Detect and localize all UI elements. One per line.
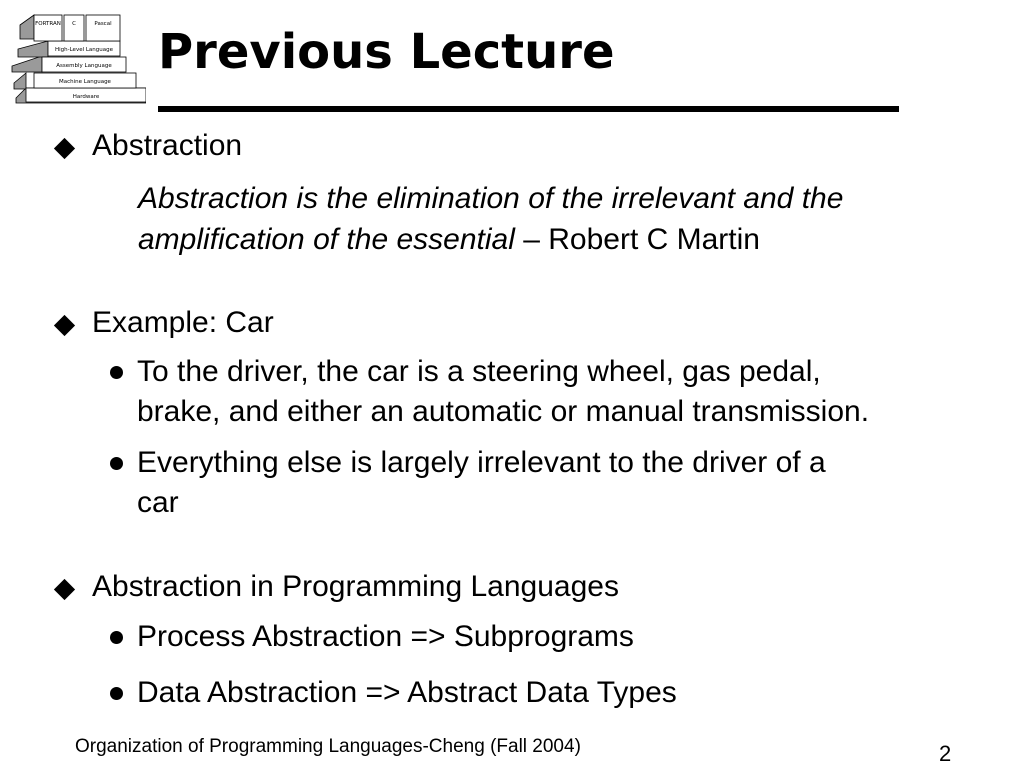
page-number: 2 (939, 741, 952, 766)
fortran-label: FORTRAN (35, 21, 61, 27)
subbullet-data-abstraction: Data Abstraction => Abstract Data Types (137, 676, 677, 709)
machine-language-label: Machine Language (59, 79, 111, 85)
c-box (64, 15, 84, 41)
abstraction-quote (138, 178, 843, 260)
subbullet-line: car (137, 486, 179, 519)
pascal-label: Pascal (94, 21, 112, 27)
assembly-language-label: Assembly Language (56, 63, 112, 69)
machine-layer-side (14, 73, 26, 89)
quote-line2: amplification of the essential (138, 223, 515, 256)
slide-title: Previous Lecture (158, 24, 615, 80)
quote-attribution: – Robert C Martin (514, 223, 760, 256)
diamond-bullet-icon (54, 579, 75, 600)
high-level-language-label: High-Level Language (54, 47, 114, 53)
round-bullet-icon (110, 366, 123, 379)
subbullet-driver (137, 352, 869, 432)
language-layers-logo (4, 9, 146, 104)
title-underline (158, 106, 899, 112)
highlevel-layer-side (18, 41, 48, 57)
diamond-bullet-icon (54, 138, 75, 159)
round-bullet-icon (110, 631, 123, 644)
round-bullet-icon (110, 457, 123, 470)
quote-line1: Abstraction is the elimination of the irrelevant and the (138, 182, 844, 215)
round-bullet-icon (110, 687, 123, 700)
subbullet-process-abstraction: Process Abstraction => Subprograms (137, 620, 634, 653)
toprow-layer-side (20, 15, 34, 39)
bullet-abstraction-in-pl: Abstraction in Programming Languages (92, 570, 619, 603)
subbullet-line: To the driver, the car is a steering wheel, gas pedal, (137, 355, 821, 388)
c-label: C (72, 21, 76, 27)
subbullet-line: brake, and either an automatic or manual transmission. (137, 395, 870, 428)
bullet-abstraction: Abstraction (92, 129, 243, 162)
bullet-example-car: Example: Car (92, 306, 274, 339)
subbullet-line: Everything else is largely irrelevant to the driver of a (137, 446, 826, 479)
hardware-label: Hardware (72, 94, 100, 100)
fortran-box (34, 15, 62, 41)
footer-course: Organization of Programming Languages-Cheng (Fall 2004) (75, 736, 581, 757)
subbullet-irrelevant (137, 443, 826, 523)
pascal-box (86, 15, 120, 41)
assembly-layer-side (12, 56, 42, 72)
diamond-bullet-icon (54, 315, 75, 336)
